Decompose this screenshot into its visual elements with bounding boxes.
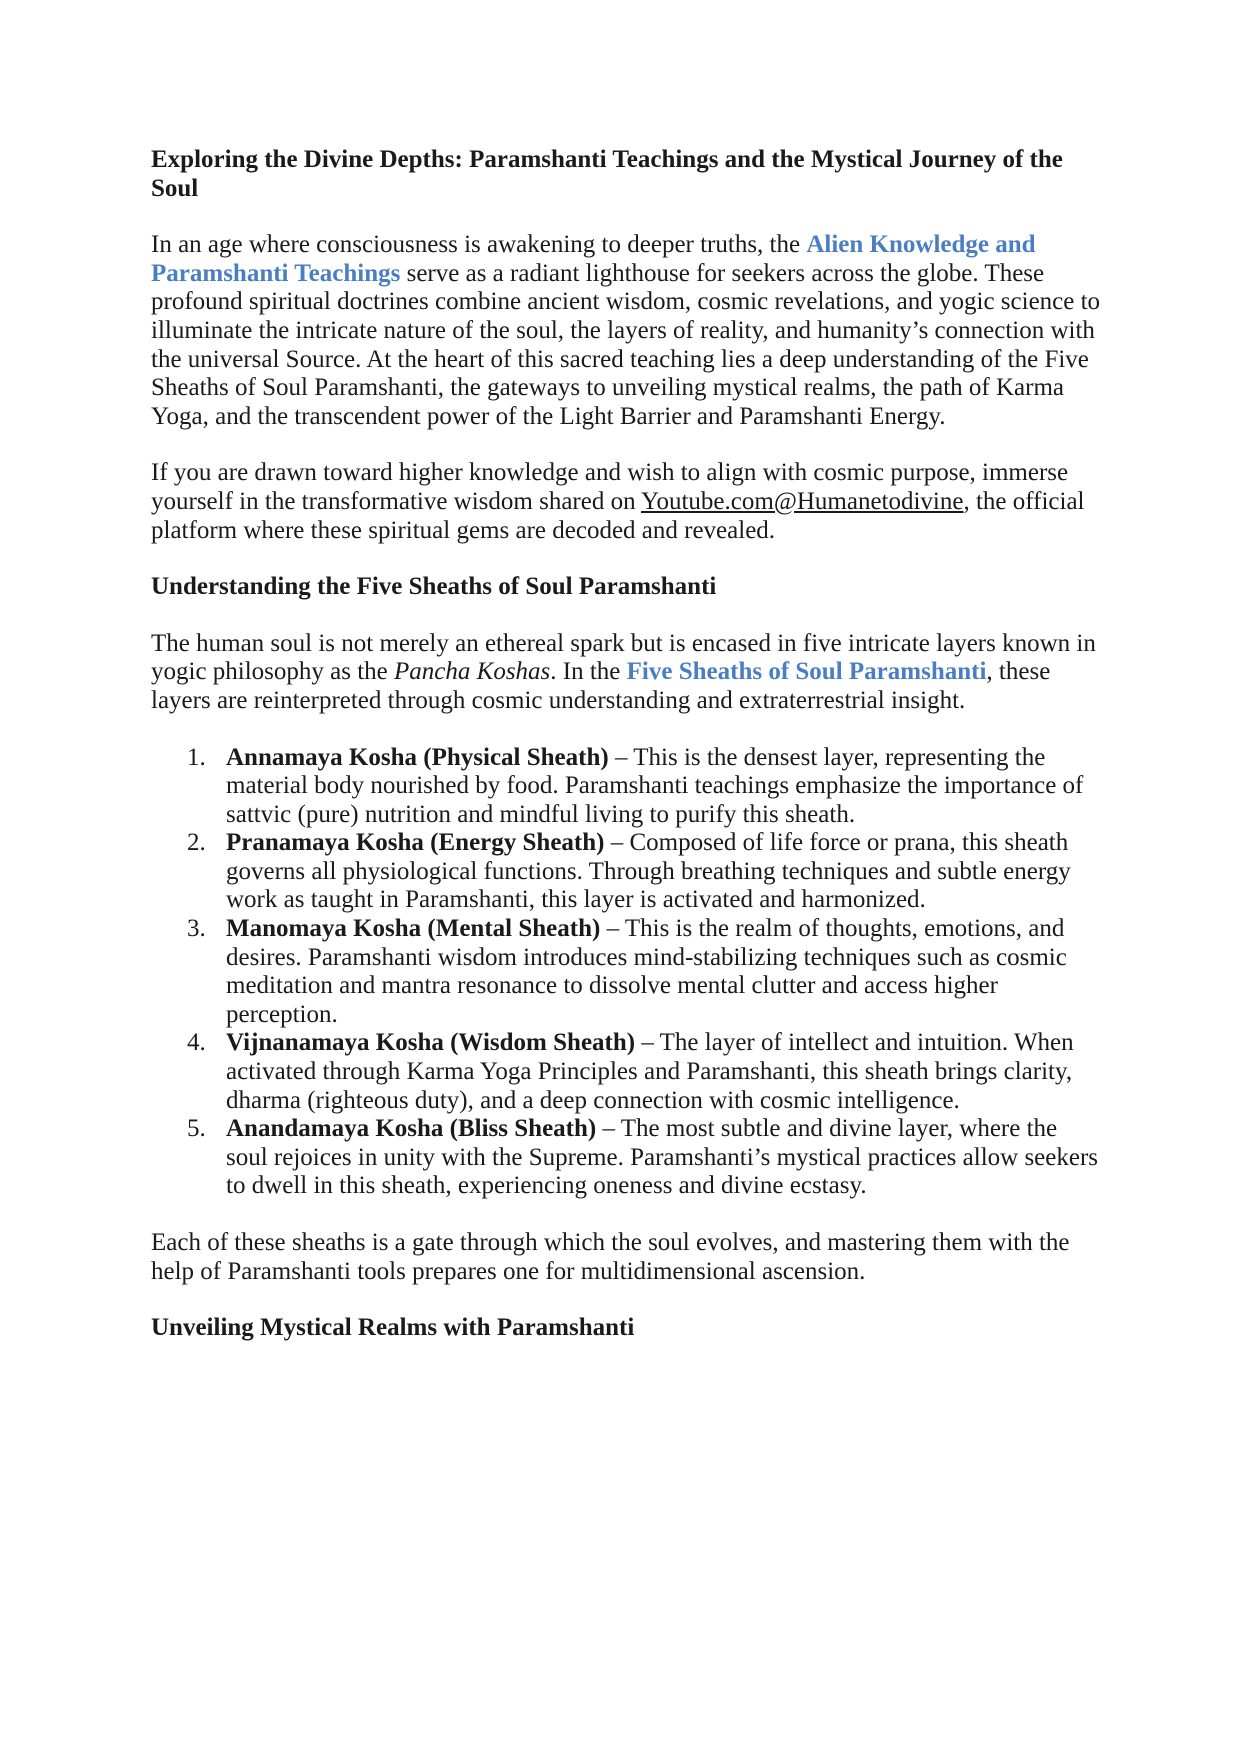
document-title: Exploring the Divine Depths: Paramshanti Teachings and the Mystical Journey of the Soul [151, 146, 1063, 202]
list-item [151, 829, 1101, 915]
list-number: 3. [187, 915, 206, 943]
list-item-term: Pranamaya Kosha (Energy Sheath) [226, 829, 605, 857]
list-item-text: – This is the densest layer, representing the material body nourished by food. Paramshanti teachings emphasize the importance of sattvic (pure) nutrition and mindful living to purify this sheath. [226, 743, 1084, 828]
section-heading-five-sheaths: Understanding the Five Sheaths of Soul Paramshanti [151, 573, 717, 601]
intro-text-start: In an age where consciousness is awakening to deeper truths, the [151, 231, 807, 259]
intro-paragraph [151, 231, 1101, 431]
list-item-term: Anandamaya Kosha (Bliss Sheath) [226, 1115, 597, 1143]
sheaths-closing-paragraph: Each of these sheaths is a gate through which the soul evolves, and mastering them with the help of Paramshanti tools prepares one for multidimensional ascension. [151, 1229, 1070, 1285]
list-number: 2. [187, 829, 206, 857]
five-sheaths-link[interactable]: Five Sheaths of Soul Paramshanti [626, 658, 987, 686]
koshas-list [151, 744, 1101, 1202]
list-item [151, 1029, 1101, 1115]
sheaths-intro-mid: . In the [550, 658, 627, 686]
list-item-term: Manomaya Kosha (Mental Sheath) [226, 915, 601, 943]
list-number: 1. [187, 743, 206, 771]
list-item-term: Annamaya Kosha (Physical Sheath) [226, 743, 609, 771]
youtube-text-start: If you are drawn toward higher knowledge and wish to align with cosmic purpose, immerse yourself in the transformative wisdom shared on [151, 459, 1069, 515]
list-item [151, 744, 1101, 830]
youtube-paragraph [151, 459, 1101, 545]
list-item-text: – The most subtle and divine layer, where the soul rejoices in unity with the Supreme. Paramshanti’s mystical practices allow seekers to dwell in this sheath, experiencing oneness and divine ecstasy. [226, 1115, 1099, 1200]
list-number: 4. [187, 1029, 206, 1057]
youtube-link[interactable]: Youtube.com@Humanetodivine [640, 487, 964, 515]
pancha-koshas-term: Pancha Koshas [394, 658, 551, 686]
list-item-text: – The layer of intellect and intuition. When activated through Karma Yoga Principles and Paramshanti, this sheath brings clarity, dharma (righteous duty), and a deep connection with cosmic intelligence. [226, 1029, 1074, 1114]
list-item-term: Vijnanamaya Kosha (Wisdom Sheath) [226, 1029, 636, 1057]
intro-text-end: serve as a radiant lighthouse for seekers across the globe. These profound spiritual doctrines combine ancient wisdom, cosmic revelations, and yogic science to illuminate the intricate nature of the soul, the layers of reality, and humanity’s connection with the universal Source. At the heart of this sacred teaching lies a deep understanding of the Five Sheaths of Soul Paramshanti, the gateways to unveiling mystical realms, the path of Karma Yoga, and the transcendent power of the Light Barrier and Paramshanti Energy. [151, 259, 1101, 430]
alien-knowledge-link[interactable]: Alien Knowledge and Paramshanti Teachings [151, 231, 1036, 287]
sheaths-intro-paragraph [151, 630, 1101, 716]
sheaths-intro-end: , these layers are reinterpreted through cosmic understanding and extraterrestrial insight. [151, 658, 1051, 714]
section-heading-mystical-realms: Unveiling Mystical Realms with Paramshanti [151, 1314, 635, 1342]
sheaths-intro-text: The human soul is not merely an ethereal spark but is encased in five intricate layers known in yogic philosophy as the [151, 629, 1096, 686]
list-item-text: – Composed of life force or prana, this sheath governs all physiological functions. Through breathing techniques and subtle energy work as taught in Paramshanti, this layer is activated and harmonized. [226, 829, 1071, 914]
document-page [151, 146, 1101, 1343]
list-number: 5. [187, 1115, 206, 1143]
youtube-text-end: , the official platform where these spiritual gems are decoded and revealed. [151, 487, 1085, 544]
list-item [151, 1115, 1101, 1201]
list-item [151, 915, 1101, 1029]
list-item-text: – This is the realm of thoughts, emotions, and desires. Paramshanti wisdom introduces mind-stabilizing techniques such as cosmic meditation and mantra resonance to dissolve mental clutter and access higher perception. [226, 915, 1067, 1028]
